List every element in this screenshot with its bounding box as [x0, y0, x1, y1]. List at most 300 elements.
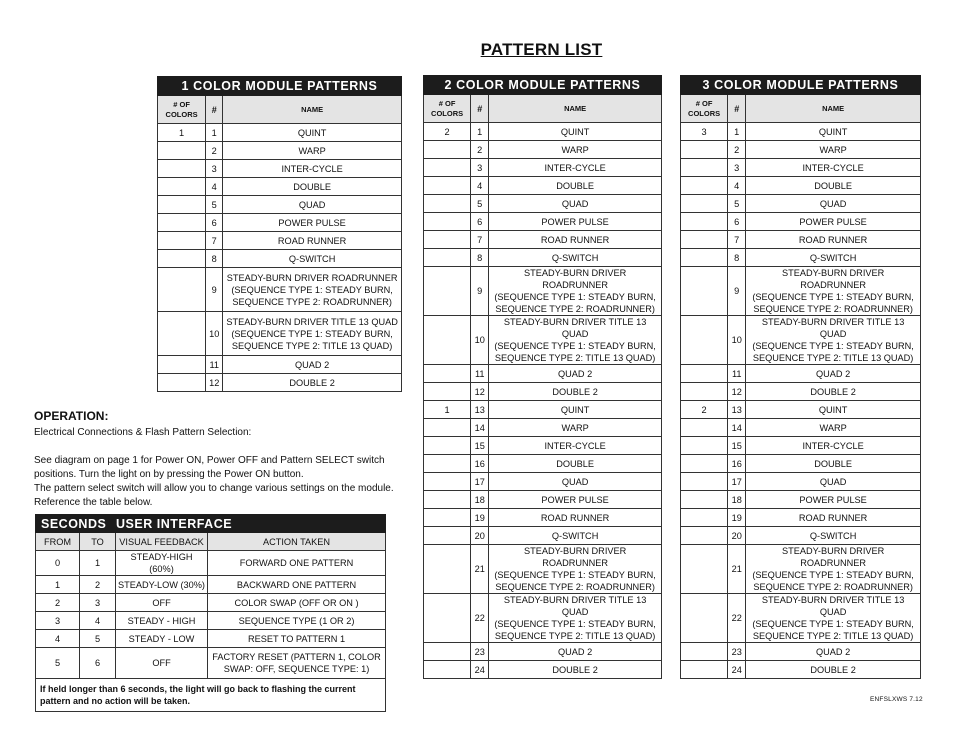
table-row [36, 551, 386, 576]
colors-cell [681, 509, 728, 527]
number-cell: 7 [728, 231, 746, 249]
action-taken-cell: COLOR SWAP (OFF OR ON ) [208, 594, 386, 612]
number-cell: 7 [471, 231, 489, 249]
colors-cell [424, 177, 471, 195]
number-cell: 9 [728, 267, 746, 316]
table-row [681, 545, 921, 594]
number-cell: 15 [471, 437, 489, 455]
number-cell: 19 [728, 509, 746, 527]
table-row [424, 267, 662, 316]
colors-cell [158, 178, 206, 196]
name-cell: INTER-CYCLE [746, 159, 921, 177]
name-cell: DOUBLE [489, 455, 662, 473]
action-taken-cell: FORWARD ONE PATTERN [208, 551, 386, 576]
number-cell: 16 [471, 455, 489, 473]
colors-cell [424, 383, 471, 401]
number-cell: 12 [728, 383, 746, 401]
colors-cell [424, 527, 471, 545]
page-title: PATTERN LIST [480, 40, 603, 59]
table-row [681, 473, 921, 491]
colors-cell: 1 [424, 401, 471, 419]
table-row [681, 661, 921, 679]
number-cell: 8 [728, 249, 746, 267]
colors-cell [681, 643, 728, 661]
table-row [681, 437, 921, 455]
number-cell: 12 [206, 374, 223, 392]
name-header: NAME [746, 95, 921, 123]
colors-cell [424, 249, 471, 267]
colors-cell [424, 195, 471, 213]
visual-feedback-cell: STEADY-HIGH (60%) [116, 551, 208, 576]
name-cell: WARP [489, 419, 662, 437]
table-row [424, 316, 662, 365]
colors-cell [681, 437, 728, 455]
colors-header: # OF COLORS [681, 95, 728, 123]
table-row [424, 509, 662, 527]
number-header: # [728, 95, 746, 123]
number-cell: 16 [728, 455, 746, 473]
visual-feedback-cell: OFF [116, 648, 208, 679]
colors-cell: 2 [681, 401, 728, 419]
colors-cell [681, 159, 728, 177]
name-cell: STEADY-BURN DRIVER TITLE 13 QUAD (SEQUENCE TYPE 1: STEADY BURN, SEQUENCE TYPE 2: TITLE 13 QUAD) [489, 594, 662, 643]
colors-cell [681, 527, 728, 545]
name-cell: STEADY-BURN DRIVER ROADRUNNER (SEQUENCE TYPE 1: STEADY BURN, SEQUENCE TYPE 2: ROADRUNNER) [223, 268, 402, 312]
name-cell: QUINT [746, 123, 921, 141]
name-cell: QUAD 2 [223, 356, 402, 374]
table-row [424, 383, 662, 401]
colors-cell [424, 141, 471, 159]
table-row [681, 419, 921, 437]
number-cell: 17 [471, 473, 489, 491]
name-cell: WARP [746, 419, 921, 437]
table-caption: 1 COLOR MODULE PATTERNS [158, 77, 402, 96]
number-cell: 22 [471, 594, 489, 643]
colors-cell [681, 213, 728, 231]
name-cell: DOUBLE 2 [489, 661, 662, 679]
name-cell: QUAD [746, 195, 921, 213]
number-cell: 4 [471, 177, 489, 195]
table-row [681, 267, 921, 316]
name-cell: QUAD 2 [746, 365, 921, 383]
table-row [681, 177, 921, 195]
table-row [158, 374, 402, 392]
name-cell: STEADY-BURN DRIVER ROADRUNNER (SEQUENCE TYPE 1: STEADY BURN, SEQUENCE TYPE 2: ROADRUNNER) [489, 545, 662, 594]
number-cell: 9 [471, 267, 489, 316]
name-header: NAME [489, 95, 662, 123]
colors-cell [158, 268, 206, 312]
name-cell: Q-SWITCH [223, 250, 402, 268]
table-row [424, 643, 662, 661]
from-cell: 4 [36, 630, 80, 648]
from-cell: 5 [36, 648, 80, 679]
number-header: # [206, 96, 223, 124]
colors-cell [424, 661, 471, 679]
table-caption-row [424, 76, 662, 95]
number-cell: 7 [206, 232, 223, 250]
name-cell: QUAD 2 [489, 365, 662, 383]
name-cell: STEADY-BURN DRIVER TITLE 13 QUAD (SEQUENCE TYPE 1: STEADY BURN, SEQUENCE TYPE 2: TITLE 13 QUAD) [489, 316, 662, 365]
name-cell: Q-SWITCH [746, 527, 921, 545]
from-cell: 3 [36, 612, 80, 630]
to-cell: 2 [80, 576, 116, 594]
colors-cell [158, 214, 206, 232]
table-row [424, 545, 662, 594]
number-cell: 4 [728, 177, 746, 195]
table-row [36, 648, 386, 679]
colors-cell [424, 509, 471, 527]
table-row [158, 178, 402, 196]
name-cell: QUINT [746, 401, 921, 419]
name-cell: POWER PULSE [746, 213, 921, 231]
table-row [681, 383, 921, 401]
number-cell: 23 [728, 643, 746, 661]
colors-cell [681, 491, 728, 509]
name-cell: QUINT [223, 124, 402, 142]
number-cell: 13 [728, 401, 746, 419]
number-cell: 18 [471, 491, 489, 509]
to-cell: 4 [80, 612, 116, 630]
name-cell: DOUBLE [489, 177, 662, 195]
colors-cell [681, 365, 728, 383]
number-cell: 17 [728, 473, 746, 491]
table-row [681, 141, 921, 159]
name-header: NAME [223, 96, 402, 124]
colors-cell [681, 231, 728, 249]
table-row [158, 196, 402, 214]
table-row [681, 401, 921, 419]
table-row [158, 160, 402, 178]
number-cell: 11 [206, 356, 223, 374]
colors-cell [681, 141, 728, 159]
name-cell: INTER-CYCLE [489, 159, 662, 177]
table-row [36, 594, 386, 612]
table-row [424, 455, 662, 473]
visual-feedback-cell: STEADY-LOW (30%) [116, 576, 208, 594]
name-cell: POWER PULSE [489, 213, 662, 231]
action-taken-cell: SEQUENCE TYPE (1 OR 2) [208, 612, 386, 630]
number-cell: 20 [471, 527, 489, 545]
colors-cell [158, 374, 206, 392]
table-row [424, 661, 662, 679]
name-cell: INTER-CYCLE [489, 437, 662, 455]
table-caption-row [681, 76, 921, 95]
name-cell: WARP [489, 141, 662, 159]
name-cell: POWER PULSE [223, 214, 402, 232]
number-cell: 9 [206, 268, 223, 312]
table-row [681, 213, 921, 231]
colors-cell: 1 [158, 124, 206, 142]
table-caption: 2 COLOR MODULE PATTERNS [424, 76, 662, 95]
number-cell: 6 [471, 213, 489, 231]
table-row [158, 232, 402, 250]
document-code: ENFSLXWS 7.12 [870, 696, 923, 703]
colors-cell [158, 356, 206, 374]
table-row [424, 437, 662, 455]
table-row [424, 594, 662, 643]
colors-cell [158, 232, 206, 250]
name-cell: QUAD 2 [489, 643, 662, 661]
colors-cell [681, 177, 728, 195]
colors-cell [681, 594, 728, 643]
number-cell: 13 [471, 401, 489, 419]
table-row [424, 195, 662, 213]
colors-cell [158, 312, 206, 356]
from-cell: 0 [36, 551, 80, 576]
action-taken-cell: BACKWARD ONE PATTERN [208, 576, 386, 594]
table-row [424, 419, 662, 437]
colors-cell [424, 545, 471, 594]
table-row [681, 123, 921, 141]
name-cell: ROAD RUNNER [746, 231, 921, 249]
colors-cell [158, 142, 206, 160]
number-cell: 19 [471, 509, 489, 527]
interface-header-row [36, 533, 386, 551]
table-row [424, 401, 662, 419]
name-cell: QUAD [489, 473, 662, 491]
colors-cell: 3 [681, 123, 728, 141]
number-cell: 14 [728, 419, 746, 437]
number-cell: 23 [471, 643, 489, 661]
table-row [681, 249, 921, 267]
number-cell: 5 [471, 195, 489, 213]
colors-cell [681, 316, 728, 365]
number-cell: 14 [471, 419, 489, 437]
name-cell: QUAD [223, 196, 402, 214]
name-cell: Q-SWITCH [489, 249, 662, 267]
number-cell: 2 [206, 142, 223, 160]
name-cell: WARP [746, 141, 921, 159]
table-row [681, 316, 921, 365]
name-cell: ROAD RUNNER [489, 509, 662, 527]
number-cell: 2 [728, 141, 746, 159]
number-cell: 2 [471, 141, 489, 159]
number-cell: 4 [206, 178, 223, 196]
table-row [424, 159, 662, 177]
colors-cell [681, 249, 728, 267]
number-cell: 24 [728, 661, 746, 679]
number-cell: 1 [471, 123, 489, 141]
table-row [681, 231, 921, 249]
table-caption-row [158, 77, 402, 96]
colors-cell [424, 419, 471, 437]
table-row [681, 159, 921, 177]
table-row [681, 365, 921, 383]
name-cell: ROAD RUNNER [746, 509, 921, 527]
table-row [158, 124, 402, 142]
name-cell: POWER PULSE [746, 491, 921, 509]
number-cell: 6 [206, 214, 223, 232]
table-row [424, 473, 662, 491]
colors-cell [424, 365, 471, 383]
colors-cell [681, 419, 728, 437]
one-color-patterns-table [157, 76, 402, 392]
name-cell: DOUBLE 2 [223, 374, 402, 392]
to-cell: 3 [80, 594, 116, 612]
name-cell: ROAD RUNNER [223, 232, 402, 250]
name-cell: DOUBLE 2 [746, 661, 921, 679]
interface-note: If held longer than 6 seconds, the light will go back to flashing the current pattern and no action will be taken. [36, 679, 386, 712]
table-row [424, 365, 662, 383]
number-cell: 8 [206, 250, 223, 268]
from-header: FROM [36, 533, 80, 551]
colors-cell [681, 383, 728, 401]
name-cell: QUAD 2 [746, 643, 921, 661]
table-row [36, 630, 386, 648]
colors-cell [681, 455, 728, 473]
table-row [424, 249, 662, 267]
table-row [681, 643, 921, 661]
colors-cell [424, 594, 471, 643]
number-cell: 6 [728, 213, 746, 231]
number-cell: 18 [728, 491, 746, 509]
interface-note-row [36, 679, 386, 712]
table-row [424, 527, 662, 545]
table-row [158, 312, 402, 356]
number-cell: 21 [471, 545, 489, 594]
colors-header: # OF COLORS [158, 96, 206, 124]
number-cell: 11 [471, 365, 489, 383]
action-taken-header: ACTION TAKEN [208, 533, 386, 551]
action-taken-cell: RESET TO PATTERN 1 [208, 630, 386, 648]
colors-cell [158, 250, 206, 268]
colors-cell [681, 267, 728, 316]
name-cell: STEADY-BURN DRIVER TITLE 13 QUAD (SEQUENCE TYPE 1: STEADY BURN, SEQUENCE TYPE 2: TITLE 13 QUAD) [746, 594, 921, 643]
number-cell: 3 [728, 159, 746, 177]
colors-cell [158, 160, 206, 178]
colors-cell [424, 267, 471, 316]
colors-cell [424, 437, 471, 455]
action-taken-cell: FACTORY RESET (PATTERN 1, COLOR SWAP: OFF, SEQUENCE TYPE: 1) [208, 648, 386, 679]
number-cell: 1 [728, 123, 746, 141]
table-row [158, 214, 402, 232]
table-row [424, 141, 662, 159]
number-cell: 22 [728, 594, 746, 643]
table-row [424, 123, 662, 141]
name-cell: QUINT [489, 123, 662, 141]
operation-heading: OPERATION: [34, 409, 109, 423]
two-color-patterns-table [423, 75, 662, 679]
table-row [681, 509, 921, 527]
colors-cell [681, 661, 728, 679]
from-cell: 2 [36, 594, 80, 612]
name-cell: POWER PULSE [489, 491, 662, 509]
name-cell: DOUBLE 2 [746, 383, 921, 401]
name-cell: QUAD [746, 473, 921, 491]
visual-feedback-cell: STEADY - LOW [116, 630, 208, 648]
table-row [36, 576, 386, 594]
name-cell: ROAD RUNNER [489, 231, 662, 249]
colors-cell [424, 455, 471, 473]
table-row [36, 612, 386, 630]
table-header-row [158, 96, 402, 124]
number-cell: 10 [471, 316, 489, 365]
name-cell: STEADY-BURN DRIVER TITLE 13 QUAD (SEQUENCE TYPE 1: STEADY BURN, SEQUENCE TYPE 2: TITLE 13 QUAD) [746, 316, 921, 365]
from-cell: 1 [36, 576, 80, 594]
user-interface-table [35, 514, 386, 712]
table-row [158, 142, 402, 160]
visual-feedback-cell: OFF [116, 594, 208, 612]
name-cell: QUAD [489, 195, 662, 213]
to-header: TO [80, 533, 116, 551]
name-cell: QUINT [489, 401, 662, 419]
user-interface-caption: USER INTERFACE [116, 515, 386, 533]
table-header-row [681, 95, 921, 123]
colors-cell [681, 545, 728, 594]
number-cell: 5 [206, 196, 223, 214]
interface-caption-row [36, 515, 386, 533]
number-cell: 11 [728, 365, 746, 383]
number-cell: 10 [728, 316, 746, 365]
number-cell: 15 [728, 437, 746, 455]
to-cell: 1 [80, 551, 116, 576]
table-row [681, 195, 921, 213]
visual-feedback-header: VISUAL FEEDBACK [116, 533, 208, 551]
to-cell: 5 [80, 630, 116, 648]
name-cell: STEADY-BURN DRIVER TITLE 13 QUAD (SEQUENCE TYPE 1: STEADY BURN, SEQUENCE TYPE 2: TITLE 13 QUAD) [223, 312, 402, 356]
colors-cell [424, 213, 471, 231]
name-cell: STEADY-BURN DRIVER ROADRUNNER (SEQUENCE TYPE 1: STEADY BURN, SEQUENCE TYPE 2: ROADRUNNER) [746, 545, 921, 594]
name-cell: DOUBLE [746, 455, 921, 473]
name-cell: DOUBLE [223, 178, 402, 196]
table-caption: 3 COLOR MODULE PATTERNS [681, 76, 921, 95]
table-row [424, 177, 662, 195]
name-cell: INTER-CYCLE [746, 437, 921, 455]
number-cell: 5 [728, 195, 746, 213]
table-row [681, 455, 921, 473]
operation-text: Electrical Connections & Flash Pattern Selection: See diagram on page 1 for Power ON, Power OFF and Pattern SELECT switch positions. Turn the light on by pressing the Power ON button. The pattern select switch will allow you to change various settings on the module. Reference the table below. [34, 427, 394, 508]
name-cell: Q-SWITCH [746, 249, 921, 267]
name-cell: STEADY-BURN DRIVER ROADRUNNER (SEQUENCE TYPE 1: STEADY BURN, SEQUENCE TYPE 2: ROADRUNNER) [746, 267, 921, 316]
table-row [424, 231, 662, 249]
table-row [424, 213, 662, 231]
colors-cell [424, 643, 471, 661]
table-row [158, 356, 402, 374]
number-cell: 24 [471, 661, 489, 679]
colors-cell [424, 159, 471, 177]
table-row [681, 491, 921, 509]
number-cell: 3 [471, 159, 489, 177]
name-cell: DOUBLE 2 [489, 383, 662, 401]
to-cell: 6 [80, 648, 116, 679]
table-header-row [424, 95, 662, 123]
number-header: # [471, 95, 489, 123]
number-cell: 8 [471, 249, 489, 267]
table-row [424, 491, 662, 509]
name-cell: STEADY-BURN DRIVER ROADRUNNER (SEQUENCE TYPE 1: STEADY BURN, SEQUENCE TYPE 2: ROADRUNNER) [489, 267, 662, 316]
name-cell: Q-SWITCH [489, 527, 662, 545]
table-row [158, 250, 402, 268]
number-cell: 1 [206, 124, 223, 142]
table-row [158, 268, 402, 312]
colors-cell [681, 195, 728, 213]
name-cell: WARP [223, 142, 402, 160]
colors-cell [681, 473, 728, 491]
table-row [681, 527, 921, 545]
number-cell: 12 [471, 383, 489, 401]
colors-cell [158, 196, 206, 214]
colors-cell [424, 473, 471, 491]
colors-header: # OF COLORS [424, 95, 471, 123]
seconds-caption: SECONDS [36, 515, 116, 533]
colors-cell [424, 316, 471, 365]
number-cell: 20 [728, 527, 746, 545]
name-cell: DOUBLE [746, 177, 921, 195]
colors-cell [424, 231, 471, 249]
table-row [681, 594, 921, 643]
colors-cell [424, 491, 471, 509]
number-cell: 21 [728, 545, 746, 594]
